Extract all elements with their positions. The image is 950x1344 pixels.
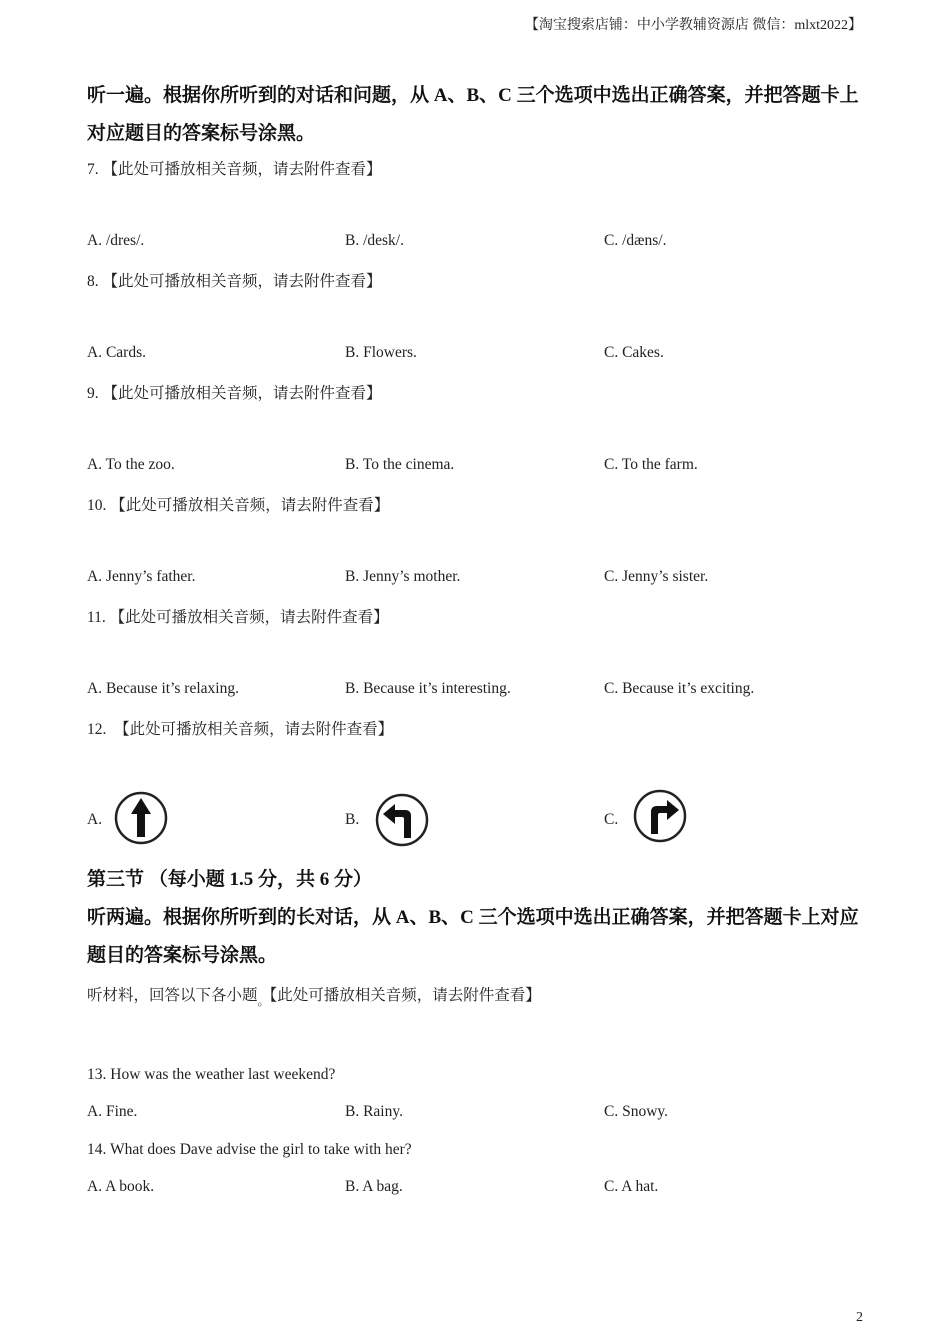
question-12-option-a: A. — [87, 811, 103, 828]
question-11-option-c: C. Because it’s exciting. — [604, 680, 755, 697]
question-10-option-c: C. Jenny’s sister. — [604, 568, 709, 585]
question-10-option-a: A. Jenny’s father. — [87, 568, 196, 585]
question-13-option-c: C. Snowy. — [604, 1103, 669, 1120]
question-14-option-c: C. A hat. — [604, 1178, 659, 1195]
section2-instruction-line2: 对应题目的答案标号涂黑。 — [87, 123, 316, 144]
question-14-label: 14. What does Dave advise the girl to take with her? — [87, 1141, 412, 1158]
question-7-option-b: B. /desk/. — [345, 232, 404, 249]
question-7-label: 7. 【此处可播放相关音频，请去附件查看】 — [87, 161, 382, 178]
material-suffix: 【此处可播放相关音频，请去附件查看】 — [269, 987, 541, 1004]
question-8-option-c: C. Cakes. — [604, 344, 664, 361]
question-12-option-c: C. — [604, 811, 619, 828]
question-14-option-a: A. A book. — [87, 1178, 155, 1195]
question-13-option-b: B. Rainy. — [345, 1103, 403, 1120]
question-8-option-a: A. Cards. — [87, 344, 146, 361]
page-number: 2 — [856, 1310, 863, 1325]
material-dot: 。 — [257, 994, 270, 1008]
question-11-label: 11. 【此处可播放相关音频，请去附件查看】 — [87, 609, 389, 626]
question-11-option-a: A. Because it’s relaxing. — [87, 680, 239, 697]
question-13-option-a: A. Fine. — [87, 1103, 138, 1120]
arrow-up-icon — [114, 791, 168, 845]
section3-title: 第三节 （每小题 1.5 分，共 6 分） — [87, 869, 373, 890]
turn-left-icon — [375, 793, 429, 847]
section3-instruction-line1: 听两遍。根据你所听到的长对话，从 A、B、C 三个选项中选出正确答案，并把答题卡上对应 — [87, 907, 859, 928]
question-8-label: 8. 【此处可播放相关音频，请去附件查看】 — [87, 273, 382, 290]
section3-instruction-line2: 题目的答案标号涂黑。 — [87, 945, 278, 966]
question-8-option-b: B. Flowers. — [345, 344, 417, 361]
question-11-option-b: B. Because it’s interesting. — [345, 680, 511, 697]
section2-instruction-line1: 听一遍。根据你所听到的对话和问题，从 A、B、C 三个选项中选出正确答案，并把答题卡上 — [87, 85, 859, 106]
question-13-label: 13. How was the weather last weekend? — [87, 1066, 336, 1083]
question-7-option-c: C. /dæns/. — [604, 232, 667, 249]
question-12-option-b: B. — [345, 811, 360, 828]
turn-right-icon — [633, 789, 687, 843]
question-9-option-c: C. To the farm. — [604, 456, 698, 473]
question-9-option-b: B. To the cinema. — [345, 456, 455, 473]
question-7-option-a: A. /dres/. — [87, 232, 145, 249]
question-12-label: 12. 【此处可播放相关音频，请去附件查看】 — [87, 721, 394, 738]
question-10-label: 10. 【此处可播放相关音频，请去附件查看】 — [87, 497, 390, 514]
question-14-option-b: B. A bag. — [345, 1178, 403, 1195]
section3-material-note — [87, 983, 541, 1008]
question-9-label: 9. 【此处可播放相关音频，请去附件查看】 — [87, 385, 382, 402]
material-prefix: 听材料，回答以下各小题 — [87, 987, 258, 1004]
page-header: 【淘宝搜索店铺：中小学教辅资源店 微信：mlxt2022】 — [524, 18, 862, 33]
question-9-option-a: A. To the zoo. — [87, 456, 175, 473]
question-10-option-b: B. Jenny’s mother. — [345, 568, 461, 585]
